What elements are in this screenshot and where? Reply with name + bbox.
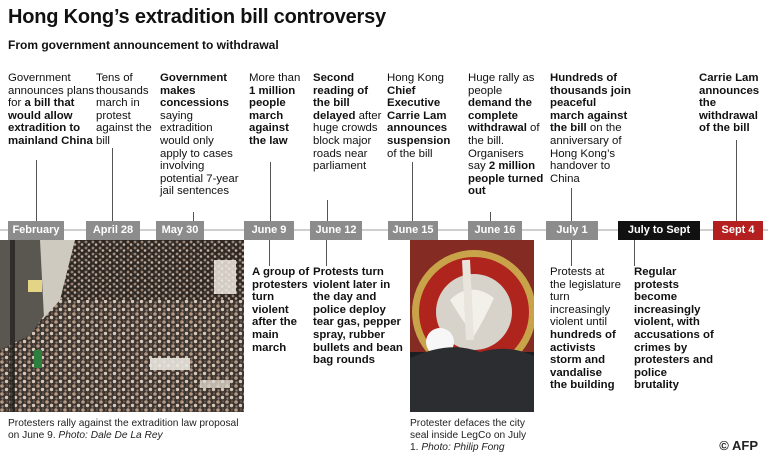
connector-february — [36, 160, 37, 221]
timeline-label-february: February — [8, 221, 64, 240]
event-below-june-12: Protests turn violent later in the day and police deploy tear gas, pepper spray, rubber bullets and bean bag rounds — [313, 266, 403, 367]
photo-caption-2: Protester defaces the city seal inside LegCo on July 1. Photo: Philip Fong — [410, 418, 527, 453]
page-title: Hong Kong’s extradition bill controversy — [8, 6, 386, 28]
event-june-9: More than 1 million people march against the law — [249, 72, 301, 147]
photo-caption-1: Protesters rally against the extradition law proposal on June 9. Photo: Dale De La Rey — [8, 418, 239, 441]
timeline-label-june-9: June 9 — [244, 221, 294, 240]
timeline-label-sept-4: Sept 4 — [713, 221, 763, 240]
event-june-15: Hong Kong Chief Executive Carrie Lam announces suspension of the bill — [387, 72, 451, 160]
event-may-30: Government makes concessions saying extradition would only apply to cases involving potential 7-year jail sentences — [160, 72, 239, 198]
timeline-label-june-16: June 16 — [468, 221, 522, 240]
crowd-photo — [0, 240, 244, 412]
timeline-label-june-15: June 15 — [388, 221, 438, 240]
connector-june-15 — [412, 162, 413, 221]
city-seal-photo — [410, 240, 534, 412]
timeline-label-july-1: July 1 — [546, 221, 598, 240]
event-june-16: Huge rally as people demand the complete withdrawal of the bill. Organisers say 2 million people turned out — [468, 72, 544, 198]
connector-sept-4 — [736, 140, 737, 221]
event-below-july-to-sept: Regular protests become increasingly violent, with accusations of crimes by protesters and police brutality — [634, 266, 714, 392]
connector-june-12 — [327, 200, 328, 221]
timeline-label-june-12: June 12 — [310, 221, 362, 240]
timeline-label-april-28: April 28 — [86, 221, 140, 240]
connector-june-9 — [270, 162, 271, 221]
page-subtitle: From government announcement to withdrawal — [8, 38, 279, 52]
event-july-1: Hundreds of thousands join peaceful march against the bill on the anniversary of Hong Kong’s handover to China — [550, 72, 631, 185]
connector-below-july-to-sept — [634, 240, 635, 266]
connector-below-june-12 — [326, 240, 327, 266]
event-sept-4: Carrie Lam announces the withdrawal of the bill — [699, 72, 760, 135]
connector-may-30 — [193, 212, 194, 221]
connector-below-june-9 — [269, 240, 270, 266]
timeline-label-may-30: May 30 — [156, 221, 204, 240]
connector-june-16 — [490, 212, 491, 221]
event-below-june-9: A group of protesters turn violent after the main march — [252, 266, 310, 354]
event-february: Government announces plans for a bill that would allow extradition to mainland China — [8, 72, 95, 147]
event-below-july-1: Protests at the legislature turn increasingly violent until hundreds of activists storm and vandalise the building — [550, 266, 621, 392]
connector-april-28 — [112, 148, 113, 221]
timeline-label-july-to-sept: July to Sept — [618, 221, 700, 240]
event-june-12: Second reading of the bill delayed after huge crowds block major roads near parliament — [313, 72, 382, 173]
afp-credit: © AFP — [719, 438, 758, 453]
event-april-28: Tens of thousands march in protest against the bill — [96, 72, 152, 147]
connector-below-july-1 — [571, 240, 572, 266]
connector-july-1 — [571, 188, 572, 221]
